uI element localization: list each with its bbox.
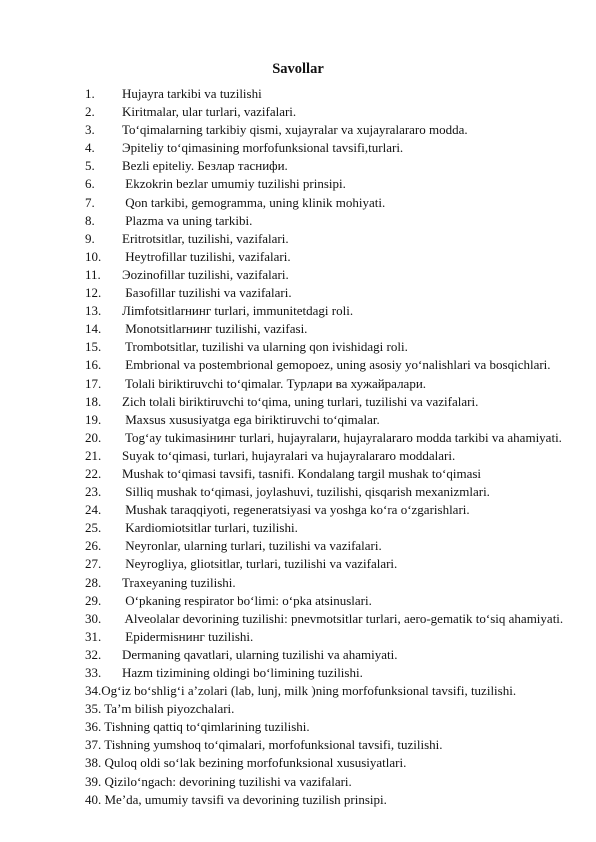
list-item (85, 139, 585, 157)
item-number: 7. (85, 194, 95, 210)
item-text: Neyrogliya, gliotsitlar, turlari, tuzilishi va vazifalari. (122, 556, 398, 572)
page-title: Savollar (272, 61, 324, 77)
list-item (85, 194, 585, 212)
item-number: 16. (85, 357, 102, 373)
list-item: 35. Ta’m bilish piyozchalari. (85, 701, 235, 717)
item-number: 12. (85, 285, 102, 301)
item-text: O‘pkaning respirator bo‘limi: o‘pka atsinuslari. (122, 592, 372, 608)
item-text: Эpiteliy to‘qimasining morfofunksional tavsifi,turlari. (122, 140, 404, 156)
item-text: Traxeyaning tuzilishi. (122, 574, 236, 590)
list-item (85, 85, 585, 103)
list-item (85, 646, 585, 664)
item-number: 24. (85, 502, 102, 518)
item-text: Maxsus xususiyatga ega biriktiruvchi to‘qimalar. (122, 411, 380, 427)
list-item: 40. Me’da, umumiy tavsifi va devorining tuzilish prinsipi. (85, 791, 387, 807)
item-text: Базofillar tuzilishi va vazifalari. (122, 285, 292, 301)
list-item (85, 212, 585, 230)
item-number: 4. (85, 140, 95, 156)
list-item (85, 574, 585, 592)
item-text: Dermaning qavatlari, ularning tuzilishi va ahamiyati. (122, 646, 398, 662)
item-text: Qon tarkibi, gemogramma, uning klinik mohiyati. (122, 194, 386, 210)
item-number: 9. (85, 230, 95, 246)
list-item (85, 501, 585, 519)
list-item (85, 592, 585, 610)
list-item (85, 175, 585, 193)
item-text: Tolali biriktiruvchi to‘qimalar. Турлари ва хужайралари. (122, 375, 427, 391)
item-text: Eritrotsitlar, tuzilishi, vazifalari. (122, 230, 289, 246)
item-text: Heytrofillar tuzilishi, vazifalari. (122, 248, 291, 264)
list-item (85, 338, 585, 356)
item-number: 17. (85, 375, 102, 391)
item-number: 6. (85, 176, 95, 192)
item-text: Hazm tizimining oldingi bo‘limining tuzilishi. (122, 665, 363, 680)
item-text: To‘qimalarning tarkibiy qismi, xujayralar va xujayralararo modda. (122, 122, 468, 138)
item-text: Embrional va postembrional gemopoez, uning asosiy yo‘nalishlari va bosqichlari. (122, 357, 551, 373)
item-number: 22. (85, 465, 102, 481)
list-item (85, 411, 585, 429)
list-item: 36. Tishning qattiq to‘qimlarining tuzilishi. (85, 719, 310, 735)
list-item: 38. Quloq oldi so‘lak bezining morfofunksional xususiyatlari. (85, 755, 407, 771)
list-item (85, 483, 585, 501)
list-item (85, 519, 585, 537)
list-item (85, 121, 585, 139)
item-number: 27. (85, 556, 102, 572)
list-item (85, 610, 585, 628)
item-text: Bezli epiteliy. Безлар таснифи. (122, 158, 288, 174)
item-text: Hujayra tarkibi va tuzilishi (122, 86, 262, 101)
item-text: Alveolalar devorining tuzilishi: pnevmotsitlar turlari, aero-gematik to‘siq ahamiyati. (122, 610, 564, 626)
list-item (85, 447, 585, 465)
list-item (85, 555, 585, 573)
list-item (85, 465, 585, 483)
item-number: 25. (85, 520, 102, 536)
item-text: Ekzokrin bezlar umumiy tuzilishi prinsipi. (122, 176, 346, 192)
item-text: Silliq mushak to‘qimasi, joylashuvi, tuzilishi, qisqarish mexanizmlari. (122, 484, 490, 500)
item-number: 5. (85, 158, 95, 174)
item-number: 32. (85, 646, 102, 662)
item-text: Mushak taraqqiyoti, regeneratsiyasi va yoshga ko‘ra o‘zgarishlari. (122, 502, 470, 518)
list-item (85, 266, 585, 284)
item-number: 20. (85, 429, 102, 445)
item-number: 3. (85, 122, 95, 138)
item-number: 18. (85, 393, 102, 409)
list-item: 34.Og‘iz bo‘shlig‘i a’zolari (lab, lunj, milk )ning morfofunksional tavsifi, tuzilishi. (85, 683, 517, 699)
item-text: Kiritmalar, ular turlari, vazifalari. (122, 104, 297, 120)
item-text: Epidermisнинг tuzilishi. (122, 628, 254, 644)
item-text: Tog‘ay tukimasiнинг turlari, hujayralarи, hujayralararo modda tarkibi va ahamiyati. (122, 429, 562, 445)
list-item (85, 537, 585, 555)
list-item (85, 284, 585, 302)
item-number: 30. (85, 610, 102, 626)
item-text: Лimfotsitlarнинг turlari, immunitetdagi roli. (122, 303, 354, 319)
list-item (85, 230, 585, 248)
item-number: 15. (85, 339, 102, 355)
item-text: Kardiomiotsitlar turlari, tuzilishi. (122, 520, 298, 536)
item-text: Monotsitlarнинг tuzilishi, vazifasi. (122, 321, 308, 337)
list-item (85, 157, 585, 175)
item-number: 11. (85, 266, 101, 282)
item-number: 23. (85, 484, 102, 500)
item-text: Trombotsitlar, tuzilishi va ularning qon ivishidagi roli. (122, 339, 408, 355)
item-number: 19. (85, 411, 102, 427)
list-item (85, 628, 585, 646)
item-text: Plazma va uning tarkibi. (122, 212, 253, 228)
list-item (85, 429, 585, 447)
list-item: 39. Qizilo‘ngach: devorining tuzilishi va vazifalari. (85, 773, 352, 789)
item-text: Suyak to‘qimasi, turlari, hujayralari va hujayralararo moddalari. (122, 447, 456, 463)
item-number: 29. (85, 592, 102, 608)
list-item (85, 393, 585, 411)
item-number: 31. (85, 628, 102, 644)
list-item (85, 248, 585, 266)
item-number: 1. (85, 86, 95, 101)
item-number: 13. (85, 303, 102, 319)
list-item (85, 375, 585, 393)
item-text: Mushak to‘qimasi tavsifi, tasnifi. Kondalang targil mushak to‘qimasi (122, 465, 482, 481)
item-text: Neyronlar, ularning turlari, tuzilishi va vazifalari. (122, 538, 382, 554)
list-item (85, 664, 585, 682)
list-item (85, 302, 585, 320)
item-number: 21. (85, 447, 102, 463)
item-number: 2. (85, 104, 95, 120)
item-number: 8. (85, 212, 95, 228)
list-item (85, 103, 585, 121)
item-text: Эozinofillar tuzilishi, vazifalari. (122, 266, 289, 282)
item-number: 28. (85, 574, 102, 590)
item-number: 10. (85, 248, 102, 264)
questions-list (85, 85, 585, 809)
item-number: 33. (85, 665, 102, 680)
item-text: Zich tolali biriktiruvchi to‘qima, uning turlari, tuzilishi va vazifalari. (122, 393, 479, 409)
item-number: 26. (85, 538, 102, 554)
list-item: 37. Tishning yumshoq to‘qimalari, morfofunksional tavsifi, tuzilishi. (85, 737, 443, 753)
item-number: 14. (85, 321, 102, 337)
list-item (85, 356, 585, 374)
list-item (85, 320, 585, 338)
